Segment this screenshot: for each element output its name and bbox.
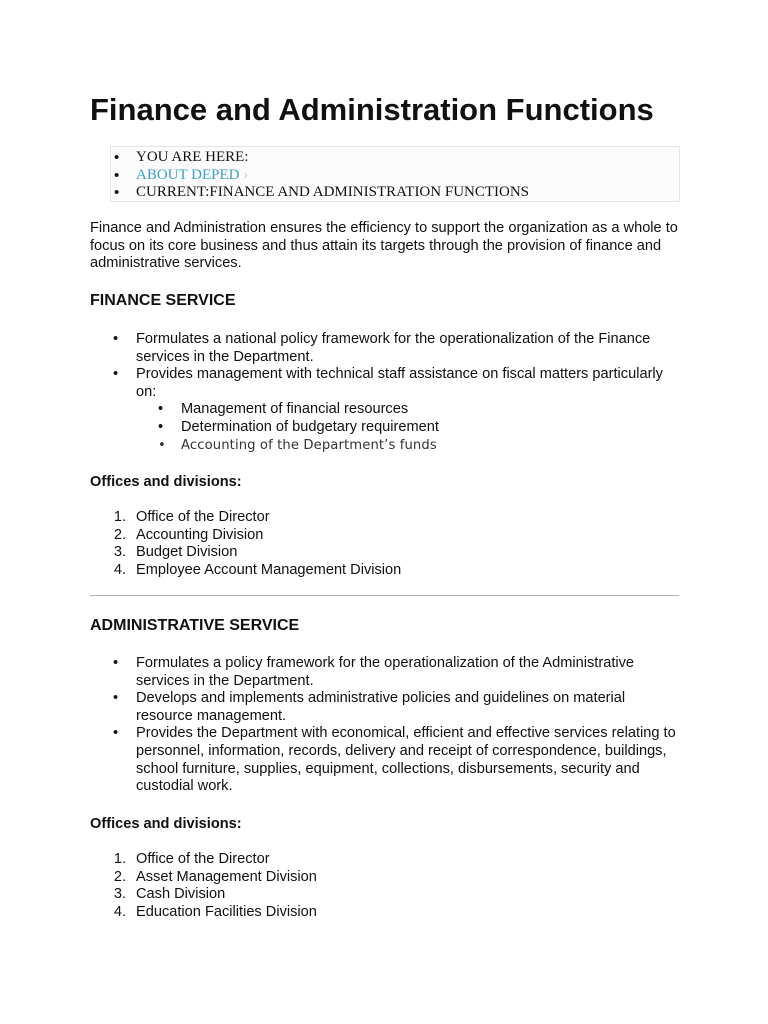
administrative-offices-heading: Offices and divisions: xyxy=(90,816,242,832)
breadcrumb-parent-link[interactable]: ABOUT DEPED xyxy=(136,166,240,183)
breadcrumb xyxy=(110,146,680,202)
list-number: 4. xyxy=(113,561,126,578)
administrative-function-item: • Formulates a policy framework for the operationalization of the Administrative services in the Department. xyxy=(90,655,680,690)
breadcrumb-current: • CURRENT:FINANCE AND ADMINISTRATION FUNCTIONS xyxy=(136,184,679,202)
administrative-office-item xyxy=(90,886,680,904)
list-number: 4. xyxy=(113,903,126,920)
administrative-offices-list xyxy=(90,851,680,921)
finance-office-item xyxy=(90,544,680,562)
finance-function-item xyxy=(90,366,680,454)
list-number: 1. xyxy=(113,851,126,867)
list-number: 2. xyxy=(113,868,126,885)
administrative-office-item xyxy=(90,869,680,887)
finance-sub-function-item: • Determination of budgetary requirement xyxy=(136,419,680,437)
breadcrumb-separator: › xyxy=(243,166,249,183)
office-label: Cash Division xyxy=(136,886,226,903)
finance-office-item xyxy=(90,527,680,545)
administrative-function-item: • Provides the Department with economical, efficient and effective services relating to personnel, information, records, delivery and receipt of correspondence, buildings, school furniture, supplies, equipment, collections, disbursements, security and custodial work. xyxy=(90,725,680,795)
office-label: Employee Account Management Division xyxy=(136,561,402,578)
office-label: Office of the Director xyxy=(136,509,270,525)
breadcrumb-parent-item[interactable] xyxy=(136,167,679,185)
administrative-service-heading: ADMINISTRATIVE SERVICE xyxy=(90,617,300,634)
finance-function-item: • Formulates a national policy framework for the operationalization of the Finance services in the Department. xyxy=(90,331,680,366)
finance-function-text: Provides management with technical staff assistance on fiscal matters particularly on: xyxy=(136,366,663,400)
page-title: Finance and Administration Functions xyxy=(90,92,654,127)
administrative-function-item: • Develops and implements administrative policies and guidelines on material resource management. xyxy=(90,690,680,725)
finance-sub-function-item: • Management of financial resources xyxy=(136,401,680,419)
finance-office-item xyxy=(90,509,680,527)
administrative-functions-list xyxy=(90,655,680,796)
administrative-office-item xyxy=(90,851,680,869)
finance-sub-function-item: • Accounting of the Department’s funds xyxy=(136,437,680,455)
finance-offices-list xyxy=(90,509,680,579)
finance-sub-functions-list xyxy=(136,401,680,454)
office-label: Budget Division xyxy=(136,544,238,561)
list-number: 1. xyxy=(113,509,126,525)
breadcrumb-you-are-here: • YOU ARE HERE: xyxy=(136,149,679,167)
finance-service-heading: FINANCE SERVICE xyxy=(90,292,236,309)
office-label: Accounting Division xyxy=(136,526,264,543)
office-label: Asset Management Division xyxy=(136,868,317,885)
intro-paragraph: Finance and Administration ensures the efficiency to support the organization as a whole to focus on its core business and thus attain its targets through the provision of finance and administrative services. xyxy=(90,220,678,272)
list-number: 3. xyxy=(113,544,126,561)
finance-offices-heading: Offices and divisions: xyxy=(90,474,242,490)
office-label: Education Facilities Division xyxy=(136,903,317,920)
finance-functions-list xyxy=(90,331,680,454)
administrative-office-item xyxy=(90,904,680,922)
list-number: 3. xyxy=(113,886,126,903)
list-number: 2. xyxy=(113,526,126,543)
office-label: Office of the Director xyxy=(136,851,270,867)
section-divider xyxy=(90,595,679,596)
finance-office-item xyxy=(90,562,680,580)
